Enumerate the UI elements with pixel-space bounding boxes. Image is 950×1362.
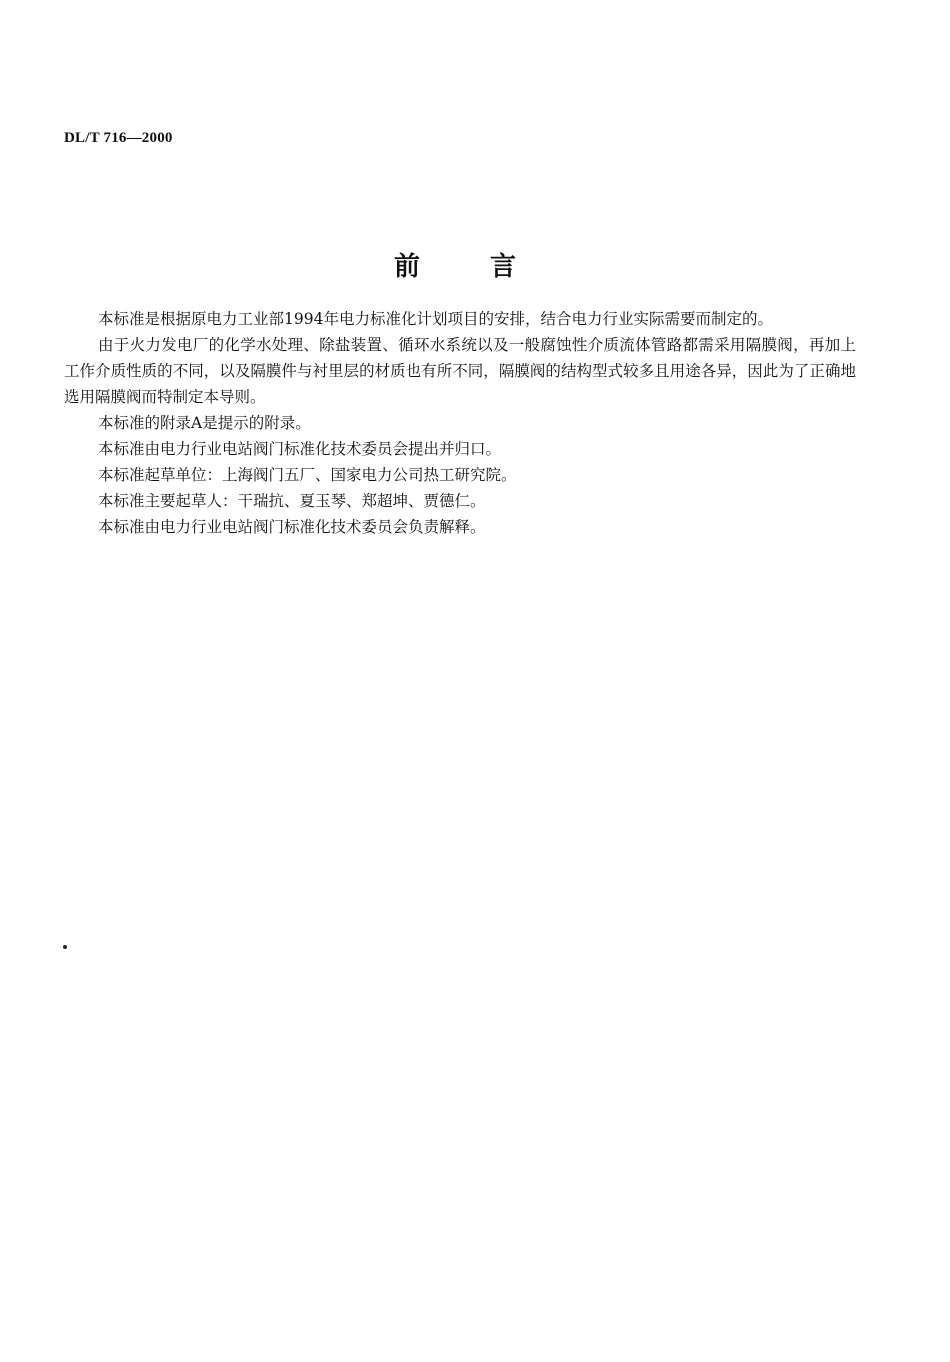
paragraph-drafting-units: 本标准起草单位：上海阀门五厂、国家电力公司热工研究院。 <box>98 466 517 484</box>
paragraph-appendix: 本标准的附录A是提示的附录。 <box>98 414 311 432</box>
paragraph-proposer: 本标准由电力行业电站阀门标准化技术委员会提出并归口。 <box>98 440 502 458</box>
page-title: 前言 <box>393 252 586 282</box>
paragraph-interpretation: 本标准由电力行业电站阀门标准化技术委员会负责解释。 <box>98 518 486 536</box>
foreword-body <box>64 306 856 540</box>
paragraph-basis: 本标准是根据原电力工业部1994年电力标准化计划项目的安排，结合电力行业实际需要而制定的。 <box>98 310 773 328</box>
paragraph-drafters: 本标准主要起草人：干瑞抗、夏玉琴、郑超坤、贾德仁。 <box>98 492 486 510</box>
document-code: DL/T 716—2000 <box>64 130 173 146</box>
paragraph-purpose: 由于火力发电厂的化学水处理、除盐装置、循环水系统以及一般腐蚀性介质流体管路都需采用隔膜阀，再加上工作介质性质的不同，以及隔膜件与衬里层的材质也有所不同，隔膜阀的结构型式较多且用途各异，因此为了正确地选用隔膜阀而特制定本导则。 <box>64 336 856 406</box>
scan-speck <box>63 945 67 949</box>
